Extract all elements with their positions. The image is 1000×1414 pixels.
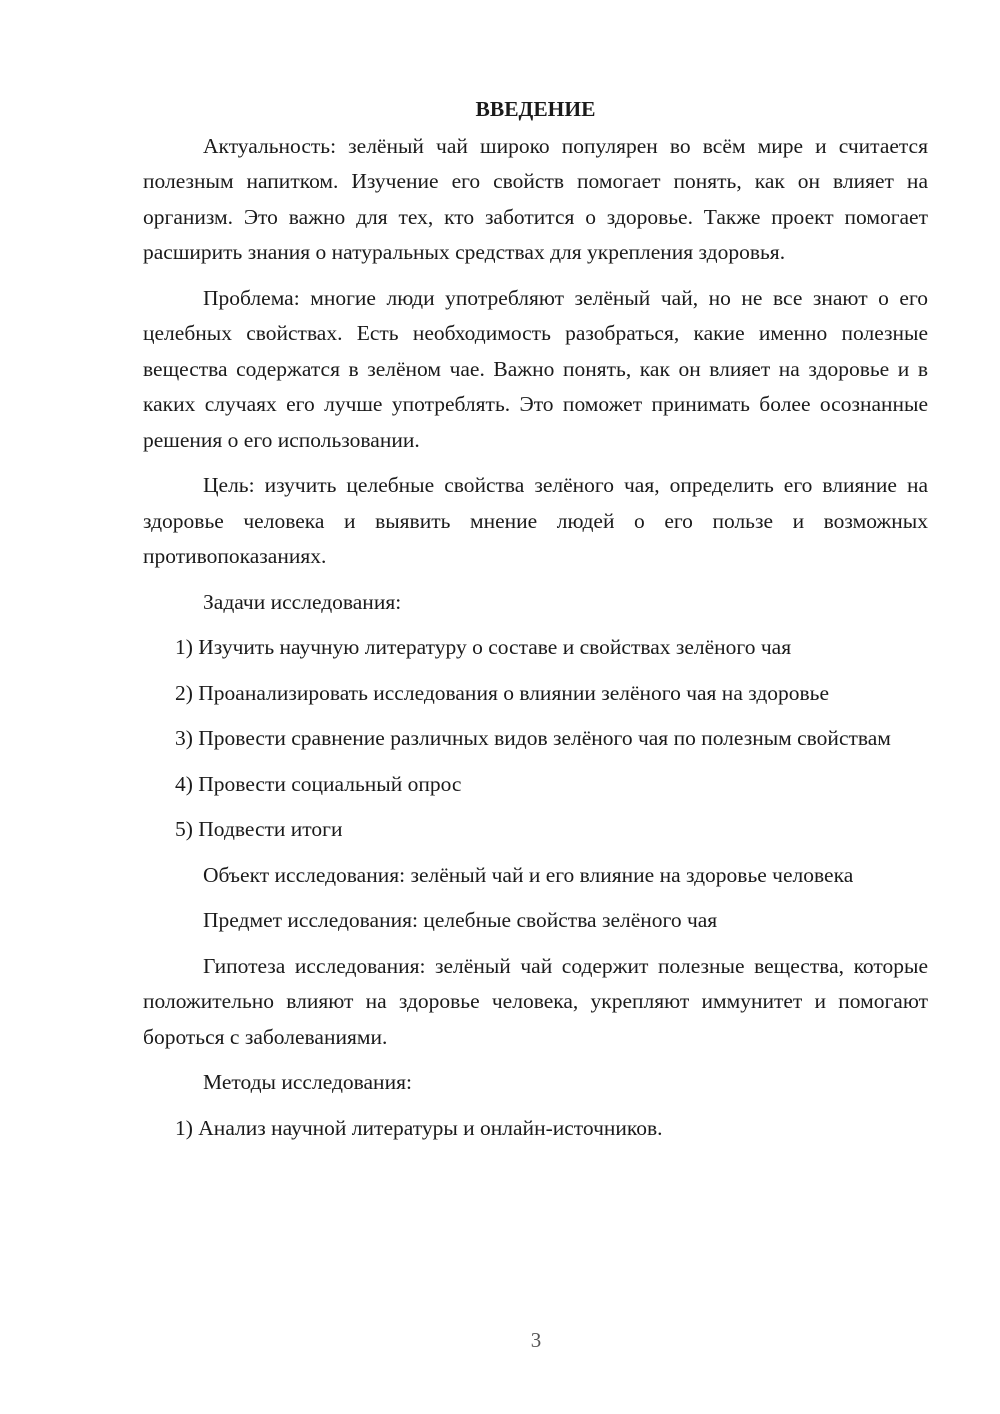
tasks-title: Задачи исследования: xyxy=(203,589,402,614)
task-item-1: 1) Изучить научную литературу о составе и свойствах зелёного чая xyxy=(175,635,792,659)
paragraph-hypothesis: Гипотеза исследования: зелёный чай содержит полезные вещества, которые положительно влияют на здоровье человека, укрепляют иммунитет и помогают бороться с заболеваниями. xyxy=(143,953,928,1049)
task-item-4: 4) Провести социальный опрос xyxy=(175,771,462,796)
page-number: 3 xyxy=(530,1328,542,1352)
paragraph-object: Объект исследования: зелёный чай и его влияние на здоровье человека xyxy=(203,862,854,887)
paragraph-subject: Предмет исследования: целебные свойства зелёного чая xyxy=(203,908,718,932)
paragraph-problem: Проблема: многие люди употребляют зелёный чай, но не все знают о его целебных свойствах. Есть необходимость разобраться, какие именно полезные вещества содержатся в зелёном чае. Важно понять, как он влияет на здоровье и в каких случаях его лучше употреблять. Это поможет принимать более осознанные решения о его использовании. xyxy=(143,285,928,452)
section-heading: ВВЕДЕНИЕ xyxy=(475,97,596,121)
task-item-5: 5) Подвести итоги xyxy=(175,817,343,841)
task-item-3: 3) Провести сравнение различных видов зелёного чая по полезным свойствам xyxy=(175,726,891,750)
method-item-1: 1) Анализ научной литературы и онлайн-источников. xyxy=(175,1115,663,1140)
paragraph-relevance: Актуальность: зелёный чай широко популярен во всём мире и считается полезным напитком. Изучение его свойств помогает понять, как он влияет на организм. Это важно для тех, кто заботится о здоровье. Также проект помогает расширить знания о натуральных средствах для укрепления здоровья. xyxy=(143,133,928,264)
paragraph-goal: Цель: изучить целебные свойства зелёного чая, определить его влияние на здоровье человека и выявить мнение людей о его пользе и возможных противопоказаниях. xyxy=(143,473,928,568)
document-page xyxy=(143,92,928,1156)
task-item-2: 2) Проанализировать исследования о влиянии зелёного чая на здоровье xyxy=(175,680,830,705)
methods-title: Методы исследования: xyxy=(203,1070,412,1094)
